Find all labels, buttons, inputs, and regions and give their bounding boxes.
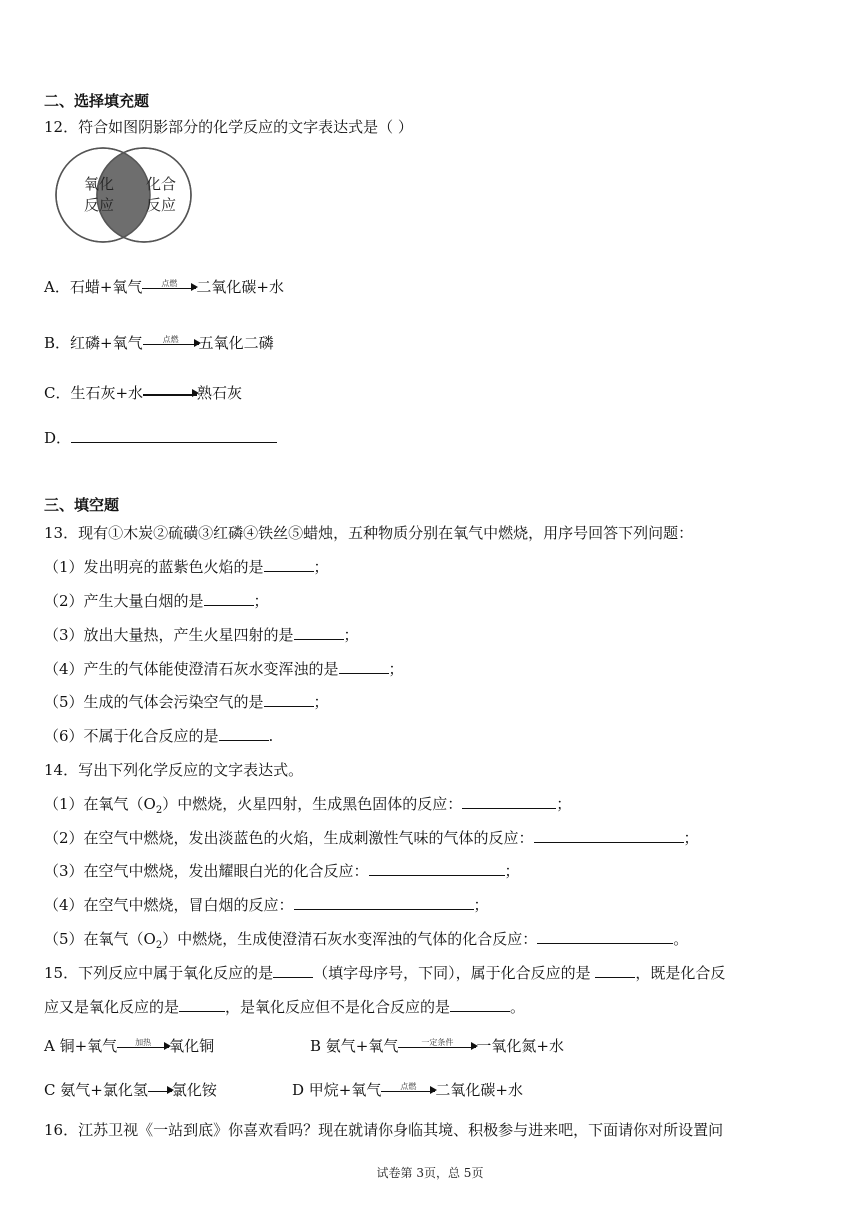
option-12-a-products: 二氧化碳+水 [196, 278, 284, 296]
question-14-item-5: （5）在氧气$(O_2)$中燃烧，生成使澄清石灰水变浑浊的气体的化合反应： 。 [44, 930, 689, 951]
option-12-d[interactable] [44, 427, 277, 448]
answer-blank[interactable] [534, 828, 684, 843]
question-13-item-5: （5）生成的气体会污染空气的是 ； [44, 693, 329, 711]
answer-blank[interactable] [273, 963, 313, 978]
question-12-stem: 12．符合如图阴影部分的化学反应的文字表达式是（ ） [44, 118, 413, 136]
option-15-a[interactable] [44, 1035, 214, 1056]
option-15-a-reactants: A 铜+氧气 [44, 1037, 118, 1055]
option-15-c-products: 氯化铵 [171, 1081, 217, 1099]
option-15-d-reactants: D 甲烷+氧气 [292, 1081, 382, 1099]
question-14-stem: 14．写出下列化学反应的文字表达式。 [44, 761, 304, 779]
question-15-line-2: 应又是氧化反应的是 ，是氧化反应但不是化合反应的是 。 [44, 998, 526, 1016]
answer-blank[interactable] [71, 428, 277, 443]
question-13-stem: 13．现有①木炭②硫磺③红磷④铁丝⑤蜡烛，五种物质分别在氧气中燃烧，用序号回答下列问题： [44, 524, 694, 542]
option-12-c-reactants: C．生石灰+水 [44, 384, 144, 402]
answer-blank[interactable] [450, 997, 510, 1012]
venn-right-label-1: 化合 [146, 175, 177, 193]
option-12-d-label: D． [44, 429, 72, 447]
answer-blank[interactable] [179, 997, 225, 1012]
reaction-arrow: 一定条件 [398, 1046, 476, 1048]
option-12-a[interactable] [44, 276, 284, 297]
question-13-item-3: （3）放出大量热，产生火星四射的是 ； [44, 626, 359, 644]
question-14-item-4: （4）在空气中燃烧，冒白烟的反应： ； [44, 896, 489, 914]
option-12-b-reactants: B．红磷+氧气 [44, 334, 143, 352]
question-15-line-1: 15．下列反应中属于氧化反应的是 （填字母序号，下同），属于化合反应的是 ，既是化合反 [44, 964, 726, 982]
reaction-arrow: 点燃 [142, 287, 196, 289]
option-15-b[interactable] [310, 1035, 564, 1056]
answer-blank[interactable] [219, 726, 269, 741]
reaction-arrow [148, 1090, 172, 1092]
answer-blank[interactable] [294, 895, 474, 910]
question-14-item-1: （1）在氧气$(O_2)$中燃烧，火星四射，生成黑色固体的反应： ； [44, 795, 572, 816]
option-15-c-reactants: C 氨气+氯化氢 [44, 1081, 148, 1099]
question-14-item-3: （3）在空气中燃烧，发出耀眼白光的化合反应： ； [44, 862, 520, 880]
option-12-a-reactants: A．石蜡+氧气 [44, 278, 143, 296]
question-13-item-1: （1）发出明亮的蓝紫色火焰的是 ； [44, 558, 329, 576]
venn-left-label-2: 反应 [84, 196, 115, 214]
page-footer: 试卷第 3页，总 5页 [376, 1166, 484, 1180]
section-heading-2: 二、选择填充题 [44, 92, 150, 110]
reaction-arrow: 点燃 [381, 1090, 435, 1092]
option-12-b[interactable] [44, 332, 274, 353]
option-15-d[interactable] [292, 1079, 523, 1100]
option-12-c-products: 熟石灰 [197, 384, 243, 402]
question-13-item-2: （2）产生大量白烟的是 ； [44, 592, 269, 610]
reaction-arrow: 点燃 [143, 343, 199, 345]
answer-blank[interactable] [339, 659, 389, 674]
question-13-item-6: （6）不属于化合反应的是 . [44, 727, 274, 745]
answer-blank[interactable] [264, 557, 314, 572]
venn-diagram [54, 145, 194, 245]
option-12-b-products: 五氧化二磷 [198, 334, 274, 352]
answer-blank[interactable] [537, 929, 673, 944]
question-13-item-4: （4）产生的气体能使澄清石灰水变浑浊的是 ； [44, 660, 404, 678]
option-15-a-products: 氧化铜 [169, 1037, 215, 1055]
reaction-arrow [143, 393, 197, 396]
option-15-c[interactable] [44, 1079, 217, 1100]
answer-blank[interactable] [294, 625, 344, 640]
answer-blank[interactable] [369, 861, 505, 876]
venn-right-label-2: 反应 [146, 196, 177, 214]
question-16-stem: 16．江苏卫视《一站到底》你喜欢看吗？现在就请你身临其境、积极参与进来吧，下面请你对所设置问 [44, 1121, 724, 1139]
venn-left-label-1: 氧化 [84, 175, 115, 193]
option-15-b-reactants: B 氨气+氧气 [310, 1037, 399, 1055]
section-heading-3: 三、填空题 [44, 496, 120, 514]
answer-blank[interactable] [204, 591, 254, 606]
reaction-arrow: 加热 [117, 1046, 169, 1048]
question-14-item-2: （2）在空气中燃烧，发出淡蓝色的火焰，生成刺激性气味的气体的反应： ； [44, 829, 699, 847]
answer-blank[interactable] [595, 963, 635, 978]
answer-blank[interactable] [462, 794, 556, 809]
answer-blank[interactable] [264, 692, 314, 707]
option-15-d-products: 二氧化碳+水 [435, 1081, 523, 1099]
option-12-c[interactable] [44, 382, 242, 403]
option-15-b-products: 一氧化氮+水 [476, 1037, 564, 1055]
